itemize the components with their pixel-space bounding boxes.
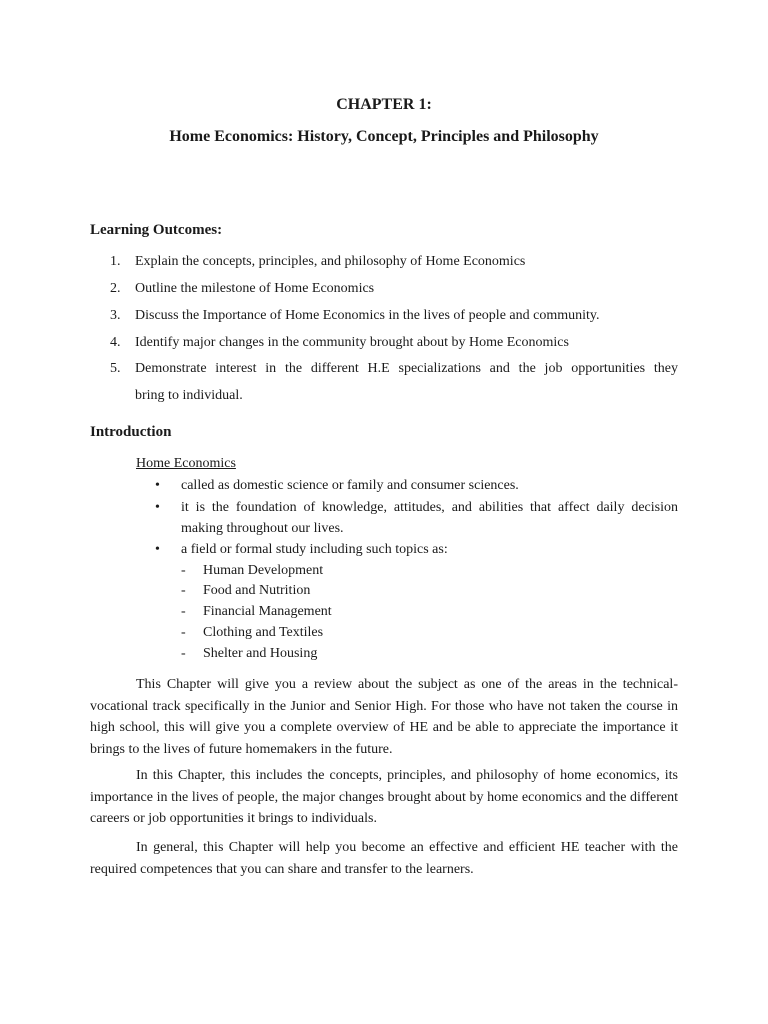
outcome-text: Demonstrate interest in the different H.E specializations and the job opportunities they <box>135 361 678 376</box>
learning-outcomes-heading: Learning Outcomes: <box>90 222 223 238</box>
introduction-heading: Introduction <box>90 424 172 440</box>
outcome-number: 1. <box>110 254 121 269</box>
bullet-text: it is the foundation of knowledge, attitudes, and abilities that affect daily decision making throughout our lives. <box>181 500 678 536</box>
outcome-text-continued: bring to individual. <box>135 388 243 403</box>
bullet-icon: • <box>155 542 160 557</box>
chapter-subtitle: Home Economics: History, Concept, Principles and Philosophy <box>169 128 599 145</box>
topic-text: Human Development <box>203 563 324 578</box>
dash-marker: - <box>181 604 186 619</box>
dash-marker: - <box>181 563 186 578</box>
bullet-text: a field or formal study including such topics as: <box>181 542 448 557</box>
dash-marker: - <box>181 625 186 640</box>
bullet-icon: • <box>155 478 160 493</box>
outcome-text: Identify major changes in the community brought about by Home Economics <box>135 335 569 350</box>
dash-marker: - <box>181 646 186 661</box>
bullet-text: called as domestic science or family and consumer sciences. <box>181 478 519 493</box>
outcome-number: 5. <box>110 361 121 376</box>
intro-paragraph: In general, this Chapter will help you become an effective and efficient HE teacher with the required competences that you can share and transfer to the learners. <box>90 840 678 877</box>
outcome-number: 2. <box>110 281 121 296</box>
dash-marker: - <box>181 583 186 598</box>
chapter-title: CHAPTER 1: <box>336 96 432 113</box>
topic-text: Food and Nutrition <box>203 583 311 598</box>
outcome-text: Explain the concepts, principles, and philosophy of Home Economics <box>135 254 526 269</box>
outcome-text: Discuss the Importance of Home Economics in the lives of people and community. <box>135 308 600 323</box>
outcome-number: 4. <box>110 335 121 350</box>
intro-paragraph: In this Chapter, this includes the concepts, principles, and philosophy of home economics, its importance in the lives of people, the major changes brought about by home economics and the different careers or job opportunities it brings to individuals. <box>90 768 678 826</box>
intro-paragraph: This Chapter will give you a review about the subject as one of the areas in the technical-vocational track specifically in the Junior and Senior High. For those who have not taken the course in high school, this will give you a complete overview of HE and be able to appreciate the importance it brings to the lives of future homemakers in the future. <box>90 677 678 757</box>
outcome-item <box>110 355 678 409</box>
topic-text: Clothing and Textiles <box>203 625 324 640</box>
outcome-number: 3. <box>110 308 121 323</box>
bullet-icon: • <box>155 500 160 515</box>
outcome-text: Outline the milestone of Home Economics <box>135 281 375 296</box>
topic-text: Shelter and Housing <box>203 646 318 661</box>
home-economics-label: Home Economics <box>136 456 236 471</box>
topic-text: Financial Management <box>203 604 332 619</box>
